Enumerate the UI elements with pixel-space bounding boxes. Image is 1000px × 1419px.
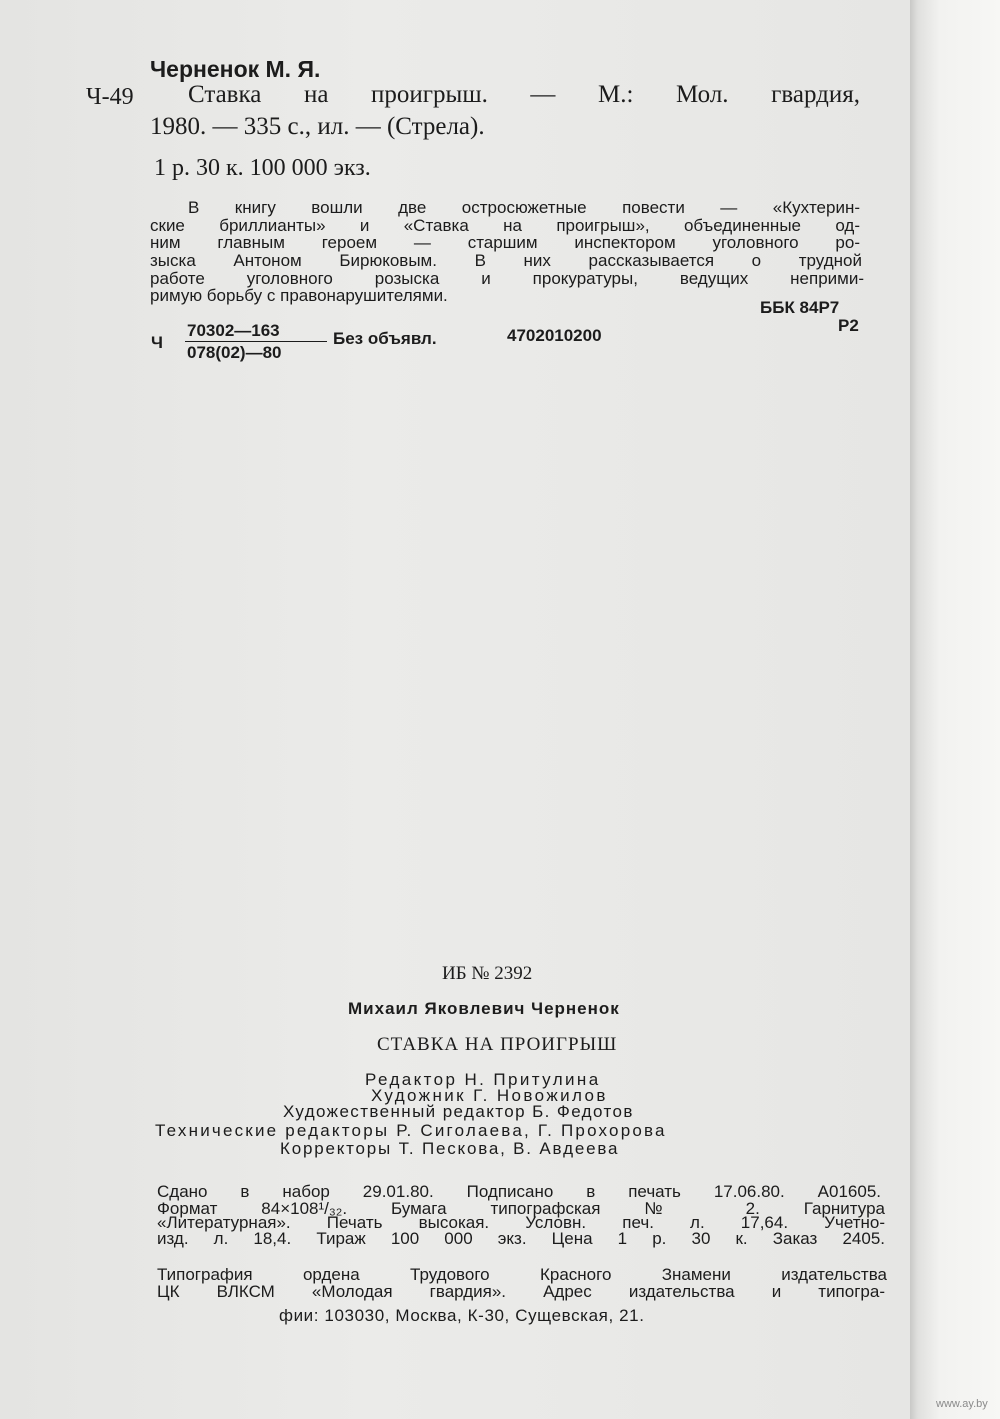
credit-art-editor: Художественный редактор Б. Федотов — [283, 1102, 634, 1121]
catalog-code: 4702010200 — [507, 326, 602, 345]
credit-proofreaders: Корректоры Т. Пескова, В. Авдеева — [280, 1139, 620, 1158]
catalog-numerator: 70302—163 — [187, 321, 280, 340]
annotation-line-6: римую борьбу с правонарушителями. — [150, 286, 448, 305]
annotation-line-5: работе уголовного розыска и прокуратуры, ведущих неприми- — [150, 269, 864, 288]
annotation-line-4: зыска Антоном Бирюковым. В них рассказывается о трудной — [150, 251, 862, 270]
press-line-2: ЦК ВЛКСМ «Молодая гвардия». Адрес издательства и типогра- — [157, 1282, 885, 1301]
catalog-letter: Ч — [151, 333, 163, 352]
book-title: СТАВКА НА ПРОИГРЫШ — [377, 1034, 618, 1055]
bibliographic-line-1: Ставка на проигрыш. — М.: Мол. гвардия, — [188, 81, 860, 108]
print-line-2: Формат 84×108¹/₃₂. Бумага типографская № 2. Гарнитура — [157, 1199, 885, 1218]
bibliographic-line-2: 1980. — 335 с., ил. — (Стрела). — [150, 113, 485, 140]
bbk-code-2: Р2 — [838, 316, 859, 335]
annotation-line-3: ним главным героем — старшим инспектором уголовного ро- — [150, 233, 860, 252]
print-line-1: Сдано в набор 29.01.80. Подписано в печать 17.06.80. А01605. — [157, 1182, 881, 1201]
press-line-3: фии: 103030, Москва, К-30, Сущевская, 21. — [279, 1306, 645, 1325]
press-line-1: Типография ордена Трудового Красного Знамени издательства — [157, 1265, 887, 1284]
credit-artist: Художник Г. Новожилов — [371, 1086, 608, 1105]
annotation-line-1: В книгу вошли две остросюжетные повести — «Кухтерин- — [188, 198, 860, 217]
author-heading: Черненок М. Я. — [150, 56, 321, 82]
credit-tech-editors: Технические редакторы Р. Сиголаева, Г. Прохорова — [155, 1121, 667, 1140]
page-edge — [910, 0, 1000, 1419]
print-line-3: «Литературная». Печать высокая. Условн. печ. л. 17,64. Учетно- — [157, 1213, 885, 1232]
price-circulation: 1 р. 30 к. 100 000 экз. — [154, 155, 371, 181]
author-full-name: Михаил Яковлевич Черненок — [348, 999, 620, 1018]
credit-editor: Редактор Н. Притулина — [365, 1070, 601, 1089]
call-number: Ч-49 — [86, 84, 134, 110]
bbk-code: ББК 84Р7 — [760, 298, 840, 317]
ib-number: ИБ № 2392 — [442, 963, 533, 984]
print-line-4: изд. л. 18,4. Тираж 100 000 экз. Цена 1 р. 30 к. Заказ 2405. — [157, 1229, 885, 1248]
catalog-note: Без объявл. — [333, 329, 437, 348]
catalog-denominator: 078(02)—80 — [187, 343, 282, 362]
watermark: www.ay.by — [936, 1398, 988, 1410]
annotation-line-2: ские бриллианты» и «Ставка на проигрыш», объединенные од- — [150, 216, 860, 235]
fraction-line — [185, 341, 327, 342]
